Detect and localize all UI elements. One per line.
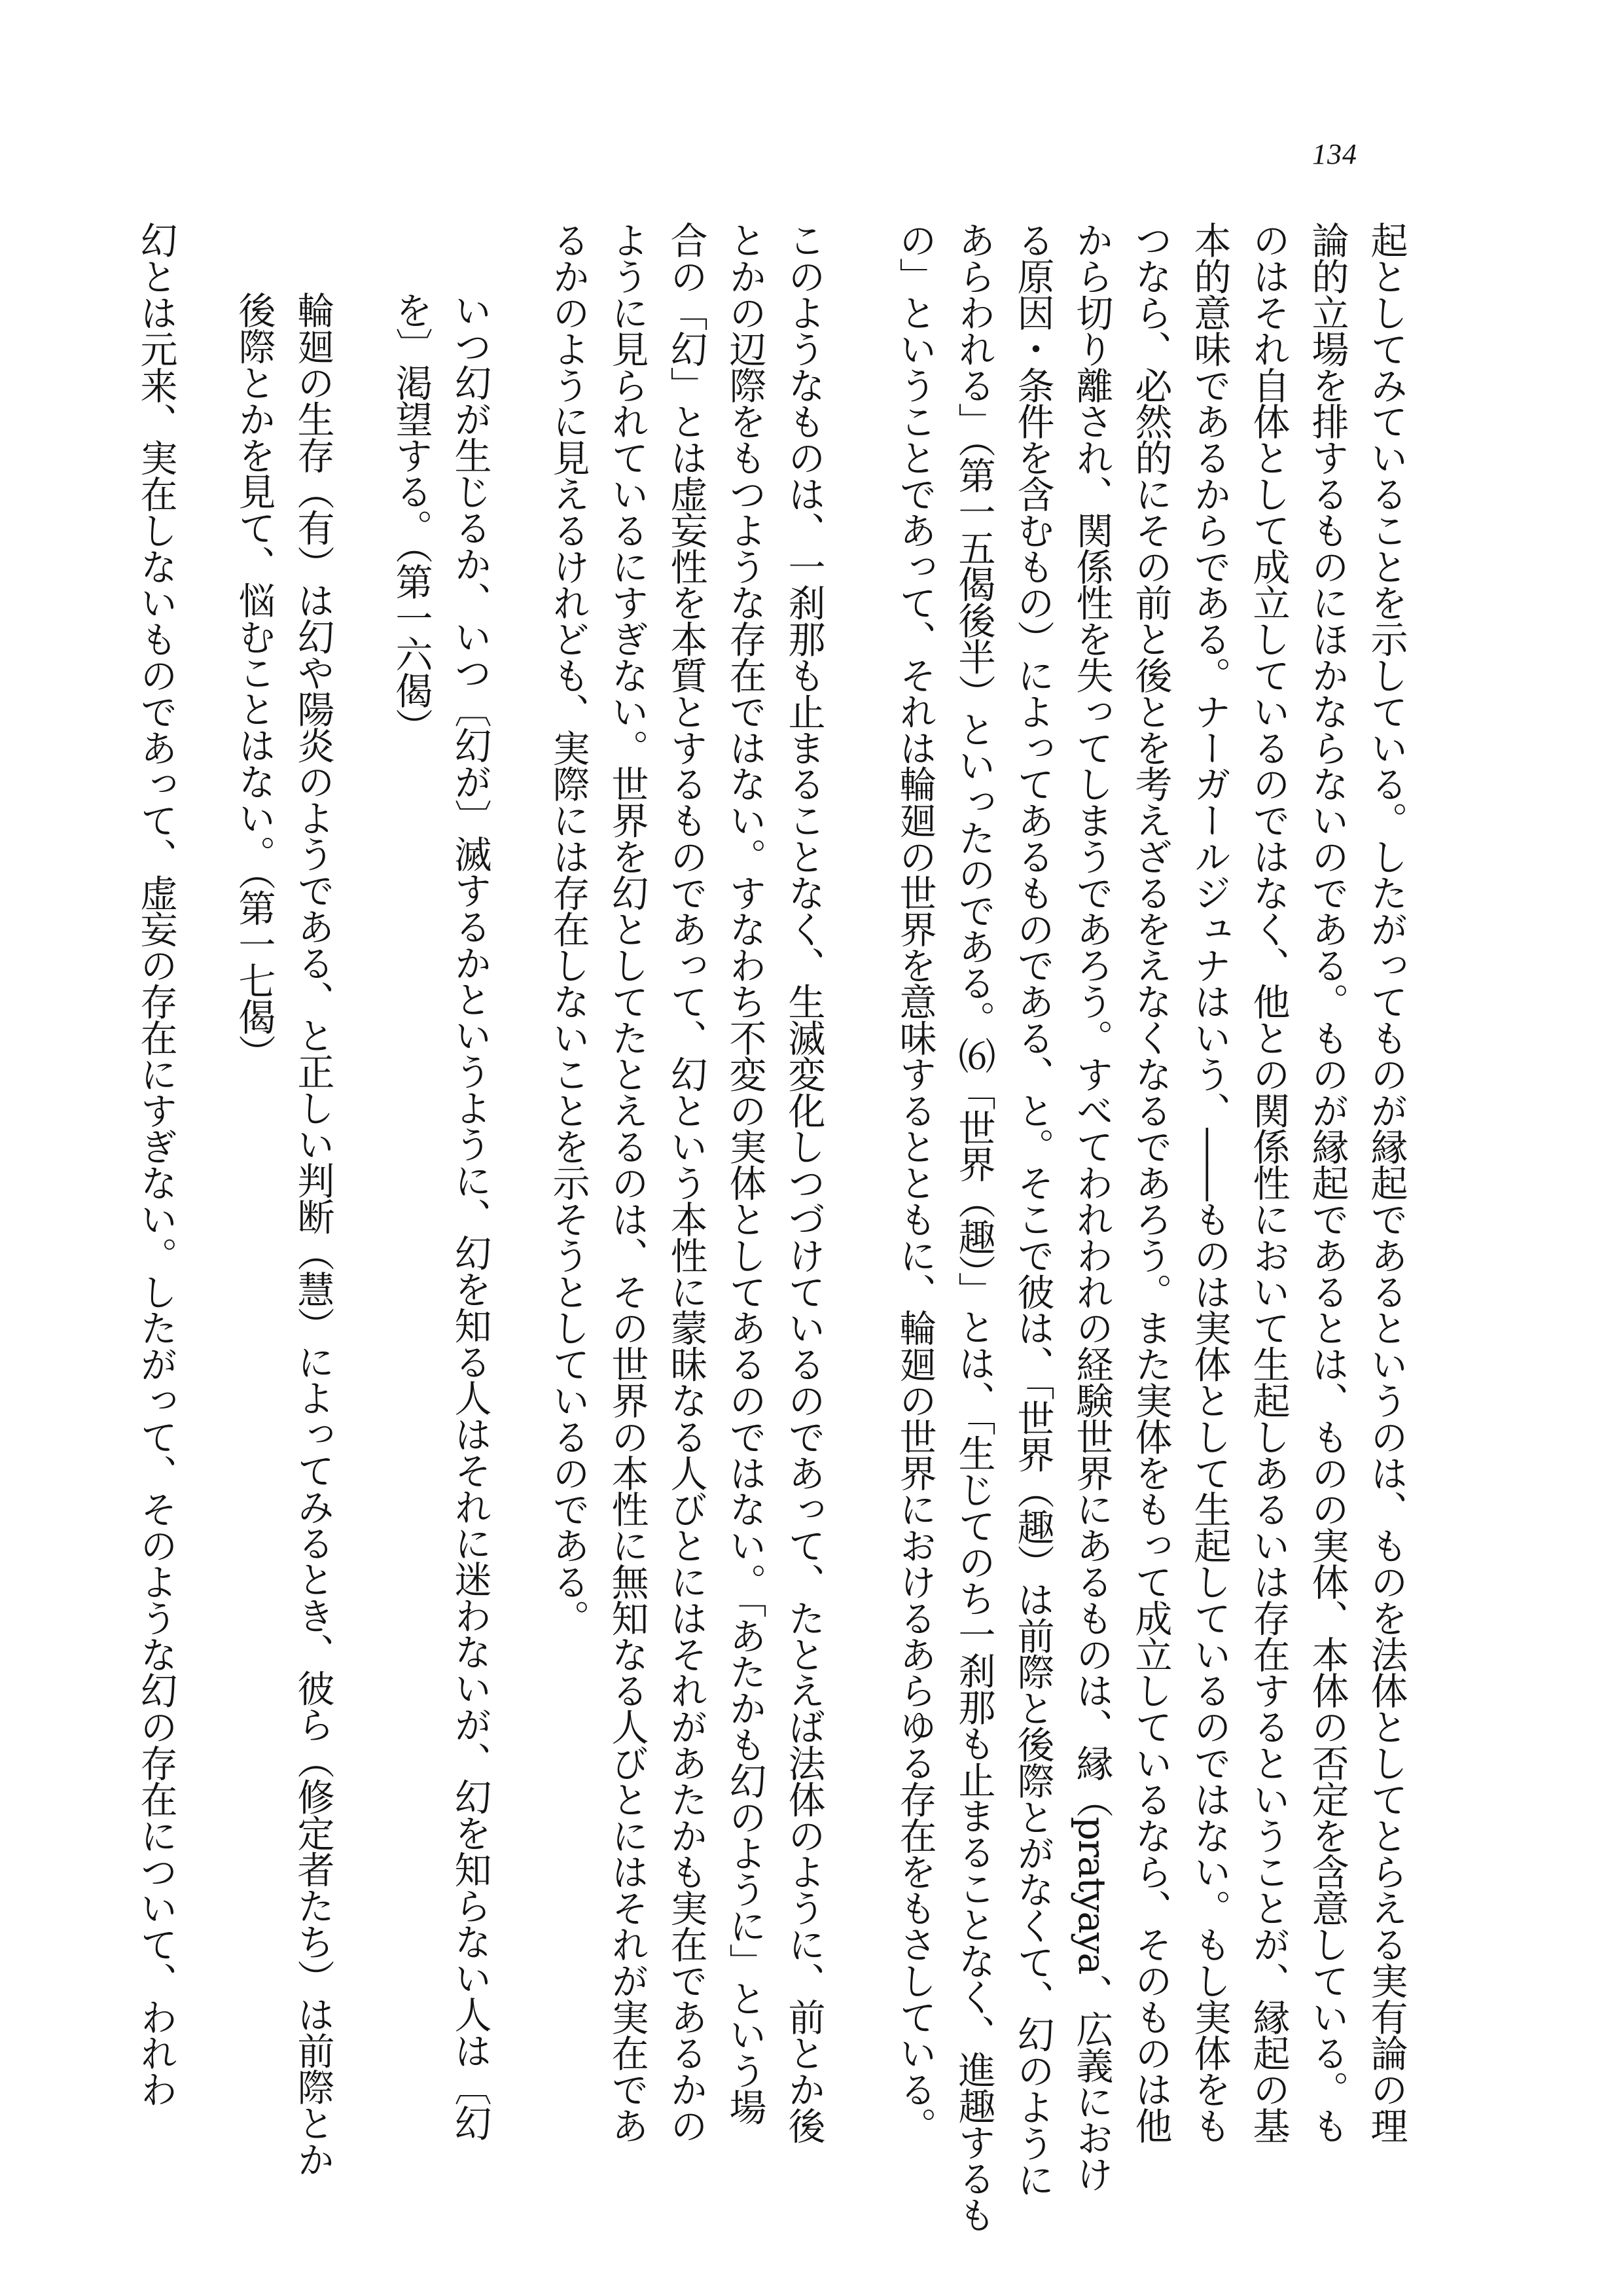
text-line: 幻とは元来、実在しないものであって、虚妄の存在にすぎない。したがって、そのような幻の存在について、われわ bbox=[134, 221, 177, 2107]
text-line: る原因・条件を含むもの）によってあるものである、と。そこで彼は、「世界（趣）は前際と後際とがなくて、幻のように bbox=[1011, 221, 1054, 2197]
text-line: とかの辺際をもつような存在ではない。すなわち不変の実体としてあるのではない。「あたかも幻のように」という場 bbox=[723, 221, 766, 2125]
text-line: あらわれる」（第一五偈後半）といったのである。⑹「世界（趣）」とは、「生じてのち一刹那も止まることなく、進趣するも bbox=[952, 221, 995, 2233]
text-line: を〕渇望する。（第一六偈） bbox=[389, 291, 433, 744]
text-line: いつ幻が生じるか、いつ〔幻が〕滅するかというように、幻を知る人はそれに迷わないが、幻を知らない人は〔幻 bbox=[448, 291, 491, 2141]
text-line: から切り離され、関係性を失ってしまうであろう。すべてわれわれの経験世界にあるものは、縁（pratyaya、広義におけ bbox=[1070, 221, 1113, 2192]
text-line: 合の「幻」とは虚妄性を本質とするものであって、幻という本性に蒙昧なる人びとにはそれがあたかも実在であるかの bbox=[664, 221, 707, 2144]
page-number: 134 bbox=[1312, 138, 1357, 170]
text-line: 起としてみていることを示している。したがってものが縁起であるというのは、ものを法体としてとらえる実有論の理 bbox=[1364, 221, 1408, 2144]
text-line: のはそれ自体として成立しているのではなく、他との関係性において生起しあるいは存在するということが、縁起の基 bbox=[1247, 221, 1290, 2144]
text-line: 後際とかを見て、悩むことはない。（第一七偈） bbox=[232, 291, 276, 1071]
text-line: の」ということであって、それは輪廻の世界を意味するとともに、輪廻の世界におけるあらゆる存在をもさしている。 bbox=[893, 221, 936, 2144]
text-line: このようなものは、一刹那も止まることなく、生滅変化しつづけているのであって、たとえば法体のように、前とか後 bbox=[782, 221, 825, 2144]
text-line: るかのように見えるけれども、実際には存在しないことを示そうとしているのである。 bbox=[546, 221, 590, 1636]
text-line: つなら、必然的にその前と後とを考えざるをえなくなるであろう。また実体をもって成立しているなら、そのものは他 bbox=[1129, 221, 1172, 2144]
text-line: 輪廻の生存（有）は幻や陽炎のようである、と正しい判断（慧）によってみるとき、彼ら（修定者たち）は前際とか bbox=[291, 291, 334, 2177]
text-line: ように見られているにすぎない。世界を幻としてたとえるのは、その世界の本性に無知なる人びとにはそれが実在であ bbox=[605, 221, 649, 2144]
text-line: 論的立場を排するものにほかならないのである。ものが縁起であるとは、ものの実体、本体の否定を含意している。も bbox=[1306, 221, 1349, 2144]
text-line: 本的意味であるからである。ナーガールジュナはいう、――ものは実体として生起しているのではない。もし実体をも bbox=[1188, 221, 1231, 2144]
